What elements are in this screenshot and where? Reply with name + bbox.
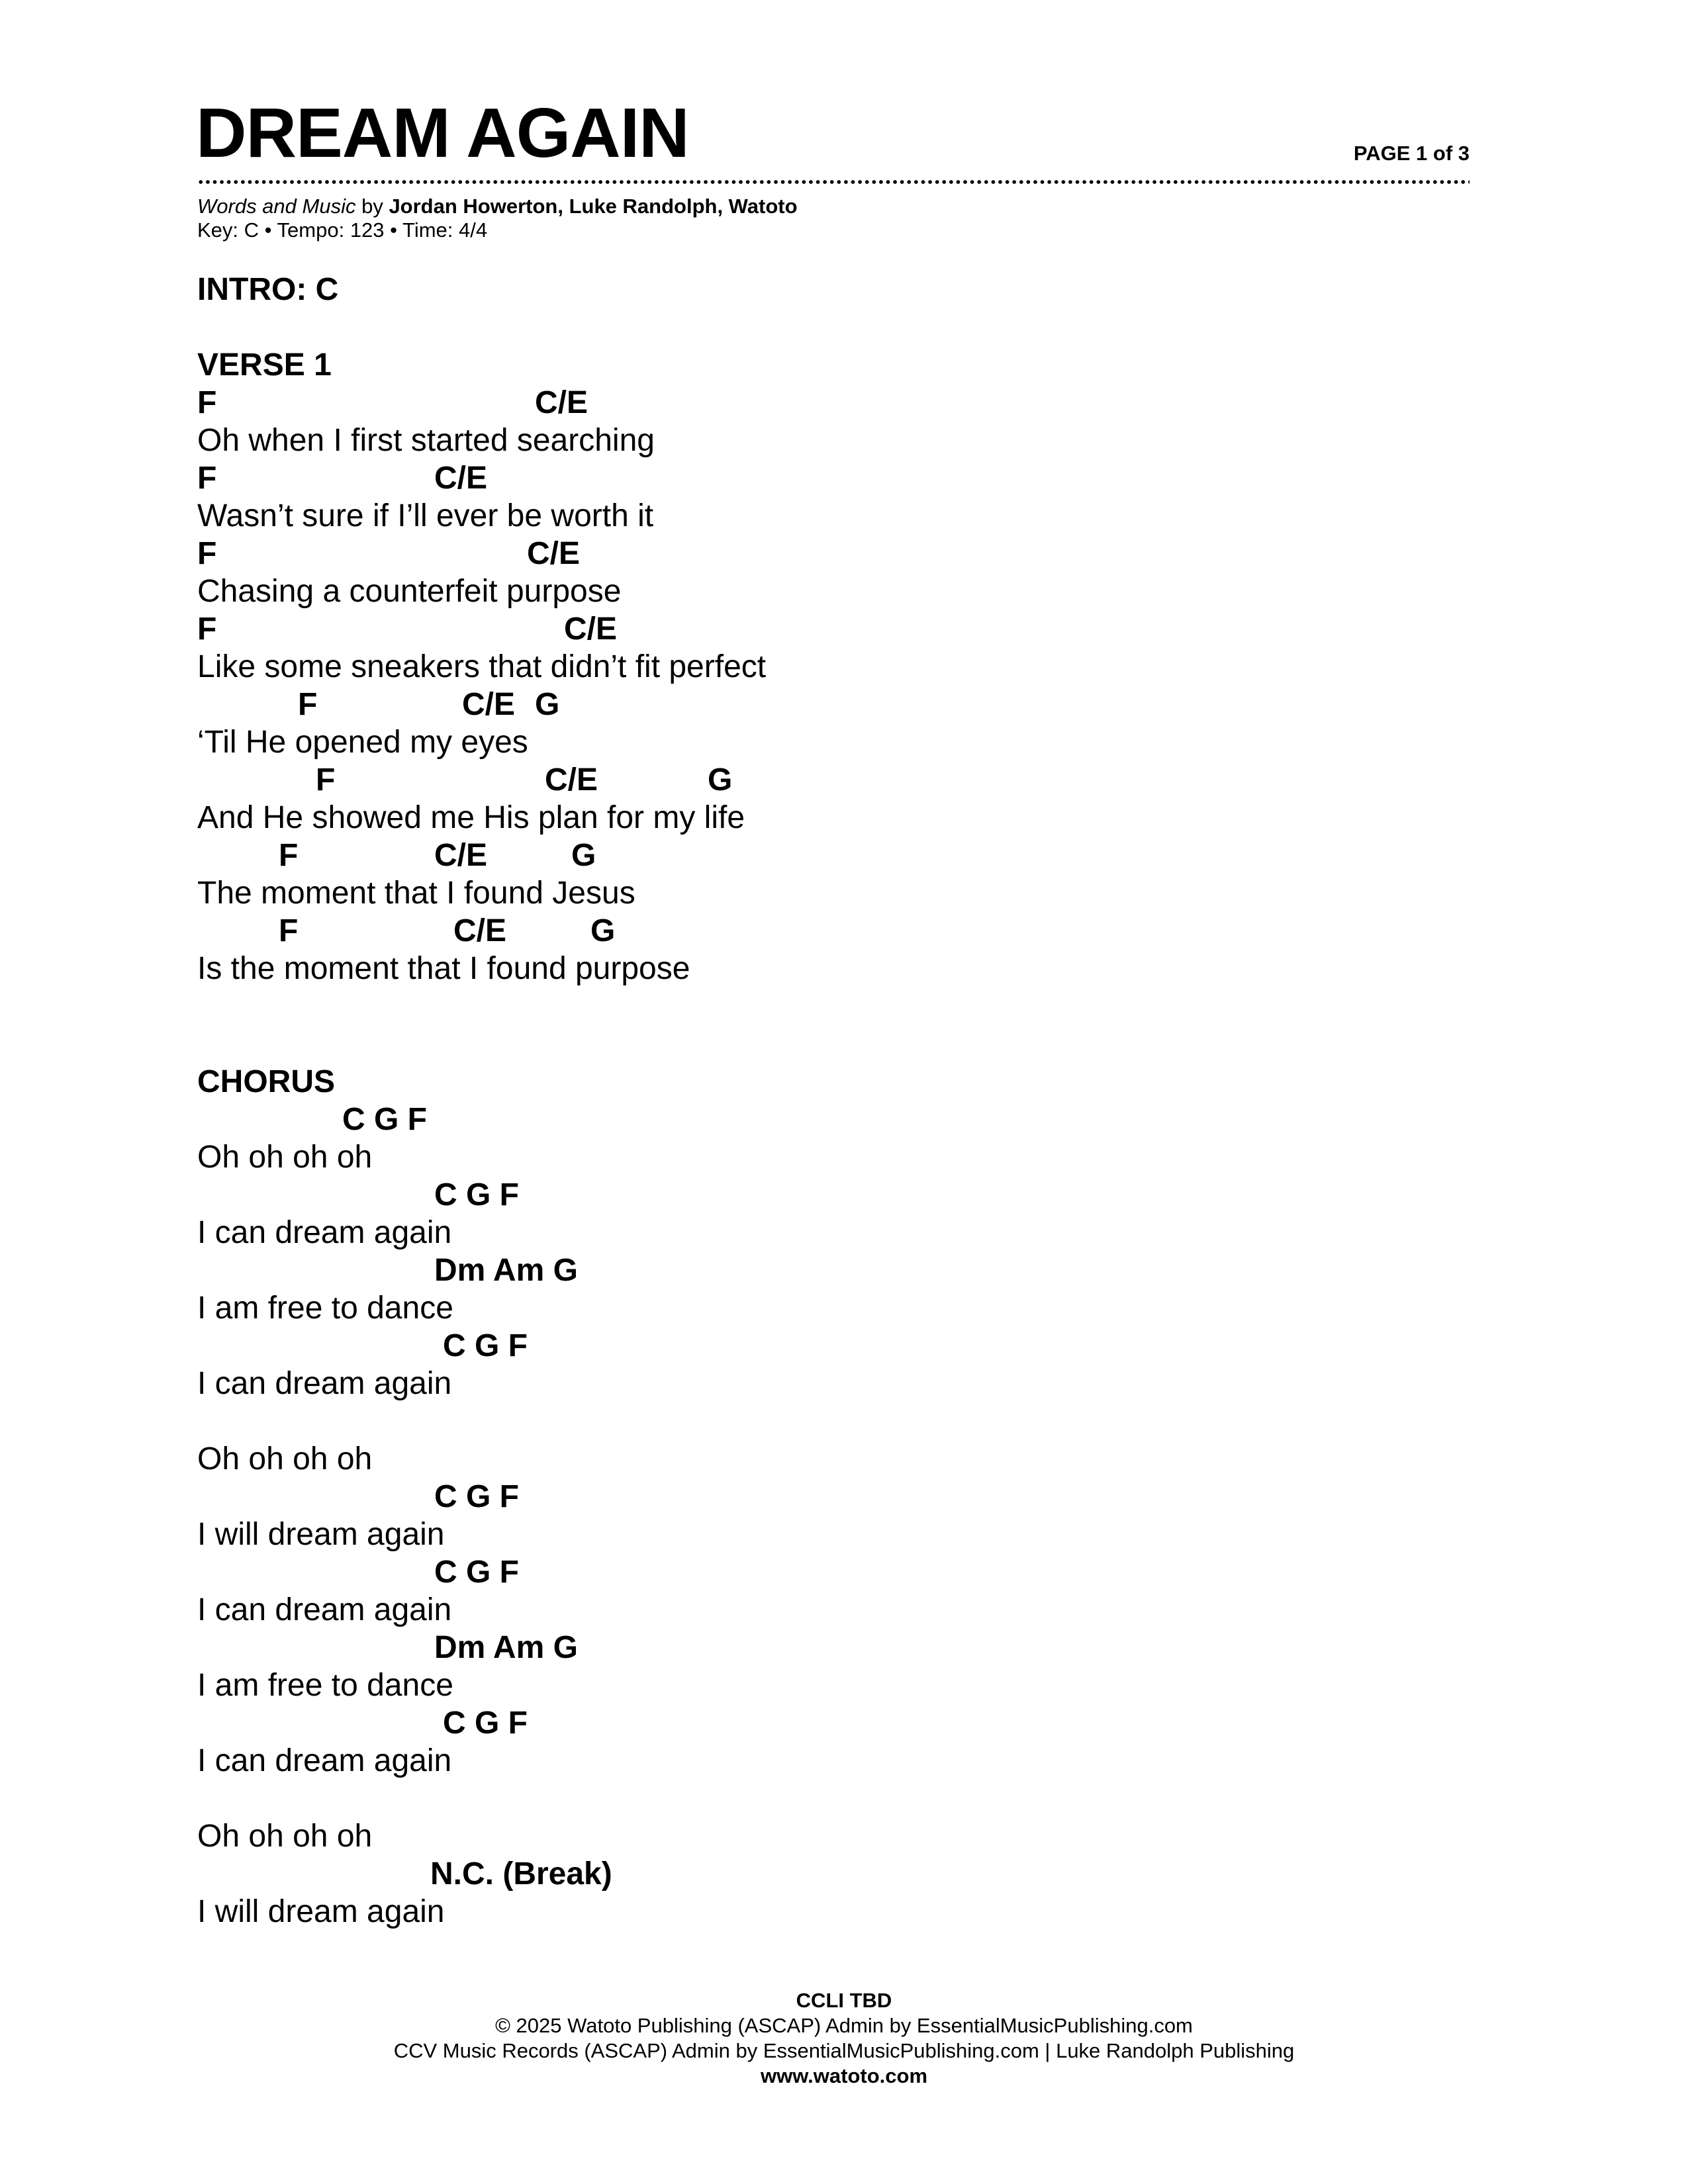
chord-line xyxy=(197,761,1455,799)
chord-line xyxy=(197,686,1455,723)
lyric-line: I can dream again xyxy=(197,1366,452,1401)
lyric-line: I can dream again xyxy=(197,1215,452,1250)
lyric-line: Oh when I first started searching xyxy=(197,423,655,458)
verse-1 xyxy=(197,384,1455,987)
copyright-line-2: CCV Music Records (ASCAP) Admin by EssentialMusicPublishing.com | Luke Randolph Publishing xyxy=(393,2039,1295,2062)
spacer xyxy=(197,987,1455,1025)
lyric-line: Oh oh oh oh xyxy=(197,1819,373,1854)
chord-line xyxy=(197,384,1455,422)
lyric-line: I am free to dance xyxy=(197,1668,453,1703)
chord-line xyxy=(197,1629,1455,1666)
chord: F xyxy=(316,762,336,797)
chord: F xyxy=(197,461,217,496)
lyric-line: I can dream again xyxy=(197,1592,452,1627)
copyright-line-1: © 2025 Watoto Publishing (ASCAP) Admin by EssentialMusicPublishing.com xyxy=(495,2014,1193,2037)
chord-line xyxy=(197,837,1455,874)
lyric-line: I will dream again xyxy=(197,1894,445,1929)
chord: C/E xyxy=(434,838,488,873)
chord-line xyxy=(197,1855,1455,1893)
lyric-line: I will dream again xyxy=(197,1517,445,1552)
lyric-line: Is the moment that I found purpose xyxy=(197,951,690,986)
verse-label: VERSE 1 xyxy=(197,347,332,383)
chord-line xyxy=(197,1101,1455,1138)
song-title: DREAM AGAIN xyxy=(196,94,689,172)
chord: C/E xyxy=(545,762,598,797)
lyric-line: I am free to dance xyxy=(197,1291,453,1326)
chord: Dm Am G xyxy=(434,1253,578,1288)
chord: G xyxy=(535,687,560,722)
song-credits xyxy=(197,195,798,242)
lyric-line: I can dream again xyxy=(197,1743,452,1778)
spacer xyxy=(197,308,1455,346)
chord: C G F xyxy=(443,1706,528,1741)
chord: Dm Am G xyxy=(434,1630,578,1665)
lyric-line: Like some sneakers that didn’t fit perfect xyxy=(197,649,767,684)
chord: C G F xyxy=(434,1555,519,1590)
intro-label: INTRO: C xyxy=(197,272,339,307)
page-number: PAGE 1 of 3 xyxy=(1353,142,1470,165)
chord: G xyxy=(571,838,596,873)
chord: C G F xyxy=(434,1177,519,1212)
chord: G xyxy=(708,762,733,797)
spacer xyxy=(197,1025,1455,1063)
chord-line xyxy=(197,1704,1455,1742)
chord: F xyxy=(197,536,217,571)
website-link[interactable]: www.watoto.com xyxy=(760,2064,928,2087)
ccli: CCLI TBD xyxy=(796,1989,892,2012)
chord: F xyxy=(279,838,299,873)
chord-line xyxy=(197,1478,1455,1516)
chord: C G F xyxy=(434,1479,519,1514)
chord-line xyxy=(197,535,1455,572)
song-body xyxy=(197,271,1455,1931)
footer xyxy=(0,1988,1688,2089)
chord-line xyxy=(197,1553,1455,1591)
chord: F xyxy=(197,612,217,647)
chord: C/E xyxy=(434,461,488,496)
song-meta: Key: C • Tempo: 123 • Time: 4/4 xyxy=(197,218,488,242)
lyric-line: And He showed me His plan for my life xyxy=(197,800,745,835)
chord-line xyxy=(197,912,1455,950)
chord: G xyxy=(590,913,616,948)
authors: Jordan Howerton, Luke Randolph, Watoto xyxy=(389,195,798,218)
chord: C/E xyxy=(462,687,516,722)
lyric-line: Oh oh oh oh xyxy=(197,1140,373,1175)
chord: N.C. (Break) xyxy=(430,1856,612,1891)
lyric-line: The moment that I found Jesus xyxy=(197,876,635,911)
chord: C/E xyxy=(453,913,507,948)
spacer xyxy=(197,1780,1455,1817)
chord: C/E xyxy=(564,612,618,647)
chord-line xyxy=(197,1327,1455,1365)
chord-line xyxy=(197,459,1455,497)
chord: F xyxy=(279,913,299,948)
chord: F xyxy=(298,687,318,722)
chord: F xyxy=(197,385,217,420)
chord-line xyxy=(197,610,1455,648)
chorus-label: CHORUS xyxy=(197,1064,336,1099)
chord: C/E xyxy=(527,536,581,571)
chord: C G F xyxy=(342,1102,427,1137)
chord: C G F xyxy=(443,1328,528,1363)
chord: C/E xyxy=(535,385,588,420)
dotted-divider xyxy=(197,179,1470,185)
lyric-line: ‘Til He opened my eyes xyxy=(197,725,528,760)
credit-prefix: Words and Music xyxy=(197,195,356,218)
credit-by: by xyxy=(355,195,389,218)
chord-line xyxy=(197,1251,1455,1289)
authors-line xyxy=(197,195,798,218)
lyric-line: Chasing a counterfeit purpose xyxy=(197,574,622,609)
lyric-line: Wasn’t sure if I’ll ever be worth it xyxy=(197,498,654,533)
chord-line xyxy=(197,1176,1455,1214)
spacer xyxy=(197,1402,1455,1440)
chorus xyxy=(197,1101,1455,1931)
lyric-line: Oh oh oh oh xyxy=(197,1441,373,1477)
